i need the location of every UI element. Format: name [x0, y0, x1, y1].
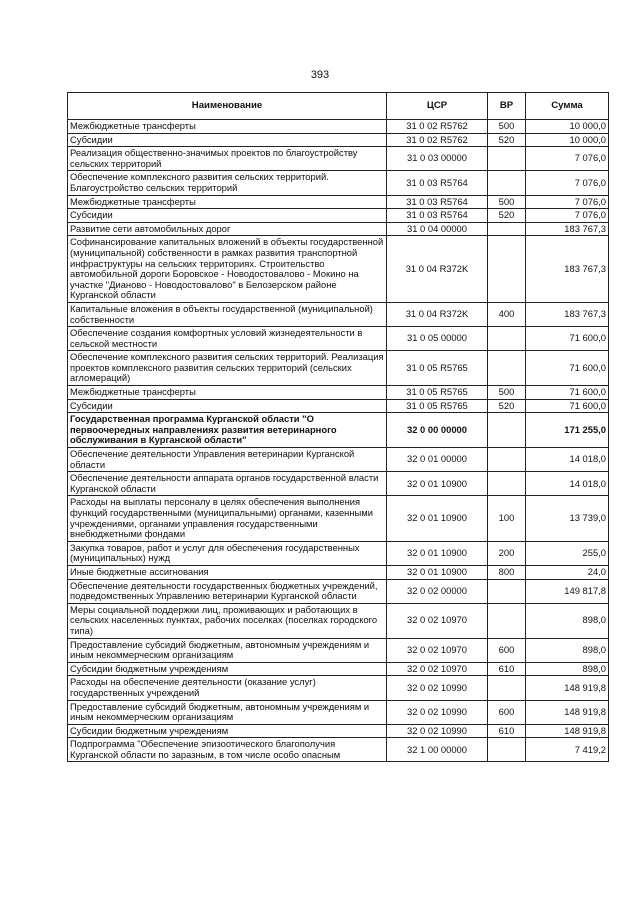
sum-cell: 14 018,0: [526, 472, 609, 496]
sum-cell: 7 076,0: [526, 195, 609, 209]
table-row: [68, 541, 609, 565]
name-cell: Обеспечение деятельности государственных бюджетных учреждений, подведомственных Управлению ветеринарии Курганской области: [68, 579, 387, 603]
name-cell: Межбюджетные трансферты: [68, 195, 387, 209]
csr-cell: 32 0 00 00000: [387, 413, 488, 448]
sum-cell: 7 076,0: [526, 171, 609, 195]
csr-cell: 31 0 03 R5764: [387, 209, 488, 223]
csr-cell: 32 0 02 10990: [387, 724, 488, 738]
sum-cell: 7 076,0: [526, 147, 609, 171]
vr-cell: [488, 351, 526, 386]
name-cell: Обеспечение деятельности Управления ветеринарии Курганской области: [68, 448, 387, 472]
vr-cell: [488, 147, 526, 171]
header-vr: ВР: [488, 93, 526, 120]
csr-cell: 31 0 03 R5764: [387, 171, 488, 195]
csr-cell: 31 0 05 R5765: [387, 399, 488, 413]
vr-cell: 500: [488, 386, 526, 400]
vr-cell: 610: [488, 662, 526, 676]
table-row: [68, 386, 609, 400]
table-header-row: [68, 93, 609, 120]
sum-cell: 149 817,8: [526, 579, 609, 603]
name-cell: Обеспечение создания комфортных условий жизнедеятельности в сельской местности: [68, 327, 387, 351]
sum-cell: 71 600,0: [526, 327, 609, 351]
page-number: 393: [310, 69, 330, 81]
vr-cell: [488, 676, 526, 700]
table-row: [68, 448, 609, 472]
table-row: [68, 351, 609, 386]
csr-cell: 32 0 02 10990: [387, 700, 488, 724]
table-row: [68, 147, 609, 171]
sum-cell: 898,0: [526, 662, 609, 676]
sum-cell: 10 000,0: [526, 120, 609, 134]
sum-cell: 71 600,0: [526, 351, 609, 386]
csr-cell: 31 0 05 R5765: [387, 386, 488, 400]
vr-cell: [488, 738, 526, 762]
name-cell: Предоставление субсидий бюджетным, автономным учреждениям и иным некоммерческим организациям: [68, 638, 387, 662]
name-cell: Расходы на обеспечение деятельности (оказание услуг) государственных учреждений: [68, 676, 387, 700]
vr-cell: [488, 448, 526, 472]
sum-cell: 14 018,0: [526, 448, 609, 472]
sum-cell: 183 767,3: [526, 236, 609, 303]
name-cell: Капитальные вложения в объекты государственной (муниципальной) собственности: [68, 302, 387, 326]
csr-cell: 31 0 03 R5764: [387, 195, 488, 209]
header-sum: Сумма: [526, 93, 609, 120]
csr-cell: 31 0 05 R5765: [387, 351, 488, 386]
vr-cell: 100: [488, 496, 526, 541]
vr-cell: [488, 171, 526, 195]
csr-cell: 31 0 04 00000: [387, 222, 488, 236]
csr-cell: 32 0 02 10970: [387, 603, 488, 638]
table-row: [68, 579, 609, 603]
table-row: [68, 638, 609, 662]
csr-cell: 31 0 04 R372K: [387, 236, 488, 303]
table-row: [68, 120, 609, 134]
table-row: [68, 399, 609, 413]
vr-cell: 520: [488, 133, 526, 147]
vr-cell: 610: [488, 724, 526, 738]
csr-cell: 31 0 04 R372K: [387, 302, 488, 326]
csr-cell: 32 0 02 00000: [387, 579, 488, 603]
csr-cell: 32 0 01 00000: [387, 448, 488, 472]
name-cell: Реализация общественно-значимых проектов по благоустройству сельских территорий: [68, 147, 387, 171]
sum-cell: 148 919,8: [526, 676, 609, 700]
vr-cell: [488, 222, 526, 236]
name-cell: Субсидии: [68, 209, 387, 223]
sum-cell: 7 076,0: [526, 209, 609, 223]
csr-cell: 31 0 02 R5762: [387, 120, 488, 134]
budget-table: [67, 92, 609, 762]
vr-cell: [488, 472, 526, 496]
sum-cell: 183 767,3: [526, 302, 609, 326]
csr-cell: 32 0 02 10970: [387, 638, 488, 662]
vr-cell: [488, 603, 526, 638]
sum-cell: 898,0: [526, 603, 609, 638]
sum-cell: 13 739,0: [526, 496, 609, 541]
name-cell: Межбюджетные трансферты: [68, 386, 387, 400]
sum-cell: 71 600,0: [526, 386, 609, 400]
name-cell: Обеспечение комплексного развития сельских территорий. Благоустройство сельских территорий: [68, 171, 387, 195]
vr-cell: 400: [488, 302, 526, 326]
vr-cell: 800: [488, 565, 526, 579]
vr-cell: [488, 413, 526, 448]
sum-cell: 898,0: [526, 638, 609, 662]
name-cell: Расходы на выплаты персоналу в целях обеспечения выполнения функций государственными (муниципальными) органами, казенными учреждениями, органами управления государственными внебюджетными фондами: [68, 496, 387, 541]
csr-cell: 31 0 02 R5762: [387, 133, 488, 147]
csr-cell: 32 0 02 10970: [387, 662, 488, 676]
csr-cell: 32 0 02 10990: [387, 676, 488, 700]
name-cell: Развитие сети автомобильных дорог: [68, 222, 387, 236]
name-cell: Субсидии бюджетным учреждениям: [68, 724, 387, 738]
name-cell: Субсидии: [68, 133, 387, 147]
csr-cell: 32 1 00 00000: [387, 738, 488, 762]
table-row: [68, 209, 609, 223]
sum-cell: 148 919,8: [526, 700, 609, 724]
name-cell: Государственная программа Курганской области "О первоочередных направлениях развития ветеринарного обслуживания в Курганской области": [68, 413, 387, 448]
table-row: [68, 413, 609, 448]
sum-cell: 7 419,2: [526, 738, 609, 762]
csr-cell: 31 0 03 00000: [387, 147, 488, 171]
table-row: [68, 565, 609, 579]
name-cell: Субсидии: [68, 399, 387, 413]
name-cell: Иные бюджетные ассигнования: [68, 565, 387, 579]
table-row: [68, 738, 609, 762]
vr-cell: 520: [488, 399, 526, 413]
name-cell: Обеспечение деятельности аппарата органов государственной власти Курганской области: [68, 472, 387, 496]
name-cell: Межбюджетные трансферты: [68, 120, 387, 134]
sum-cell: 255,0: [526, 541, 609, 565]
table-row: [68, 171, 609, 195]
name-cell: Обеспечение комплексного развития сельских территорий. Реализация проектов комплексного развития сельских территорий (сельских агломераций): [68, 351, 387, 386]
table-row: [68, 603, 609, 638]
table-row: [68, 496, 609, 541]
csr-cell: 32 0 01 10900: [387, 565, 488, 579]
vr-cell: 520: [488, 209, 526, 223]
name-cell: Субсидии бюджетным учреждениям: [68, 662, 387, 676]
sum-cell: 10 000,0: [526, 133, 609, 147]
csr-cell: 31 0 05 00000: [387, 327, 488, 351]
sum-cell: 183 767,3: [526, 222, 609, 236]
sum-cell: 71 600,0: [526, 399, 609, 413]
table-row: [68, 724, 609, 738]
table-row: [68, 195, 609, 209]
sum-cell: 148 919,8: [526, 724, 609, 738]
name-cell: Софинансирование капитальных вложений в объекты государственной (муниципальной) собственности в рамках развития транспортной инфраструктуры на сельских территориях. Строительство автомобильной дороги Боровское - Новодостовалово - Мокино на участке "Дианово - Новодостовалово" в Белозерском районе Курганской области: [68, 236, 387, 303]
csr-cell: 32 0 01 10900: [387, 496, 488, 541]
table-row: [68, 327, 609, 351]
table-row: [68, 472, 609, 496]
vr-cell: 500: [488, 195, 526, 209]
header-name: Наименование: [68, 93, 387, 120]
vr-cell: [488, 327, 526, 351]
table-row: [68, 662, 609, 676]
table-row: [68, 302, 609, 326]
vr-cell: 600: [488, 638, 526, 662]
vr-cell: 500: [488, 120, 526, 134]
name-cell: Предоставление субсидий бюджетным, автономным учреждениям и иным некоммерческим организациям: [68, 700, 387, 724]
table-row: [68, 222, 609, 236]
csr-cell: 32 0 01 10900: [387, 541, 488, 565]
sum-cell: 24,0: [526, 565, 609, 579]
table-row: [68, 676, 609, 700]
vr-cell: [488, 579, 526, 603]
name-cell: Подпрограмма "Обеспечение эпизоотического благополучия Курганской области по заразным, в том числе особо опасным: [68, 738, 387, 762]
sum-cell: 171 255,0: [526, 413, 609, 448]
name-cell: Закупка товаров, работ и услуг для обеспечения государственных (муниципальных) нужд: [68, 541, 387, 565]
header-csr: ЦСР: [387, 93, 488, 120]
table-row: [68, 700, 609, 724]
vr-cell: [488, 236, 526, 303]
table-row: [68, 133, 609, 147]
vr-cell: 200: [488, 541, 526, 565]
vr-cell: 600: [488, 700, 526, 724]
name-cell: Меры социальной поддержки лиц, проживающих и работающих в сельских населенных пунктах, рабочих поселках (поселках городского типа): [68, 603, 387, 638]
table-row: [68, 236, 609, 303]
csr-cell: 32 0 01 10900: [387, 472, 488, 496]
